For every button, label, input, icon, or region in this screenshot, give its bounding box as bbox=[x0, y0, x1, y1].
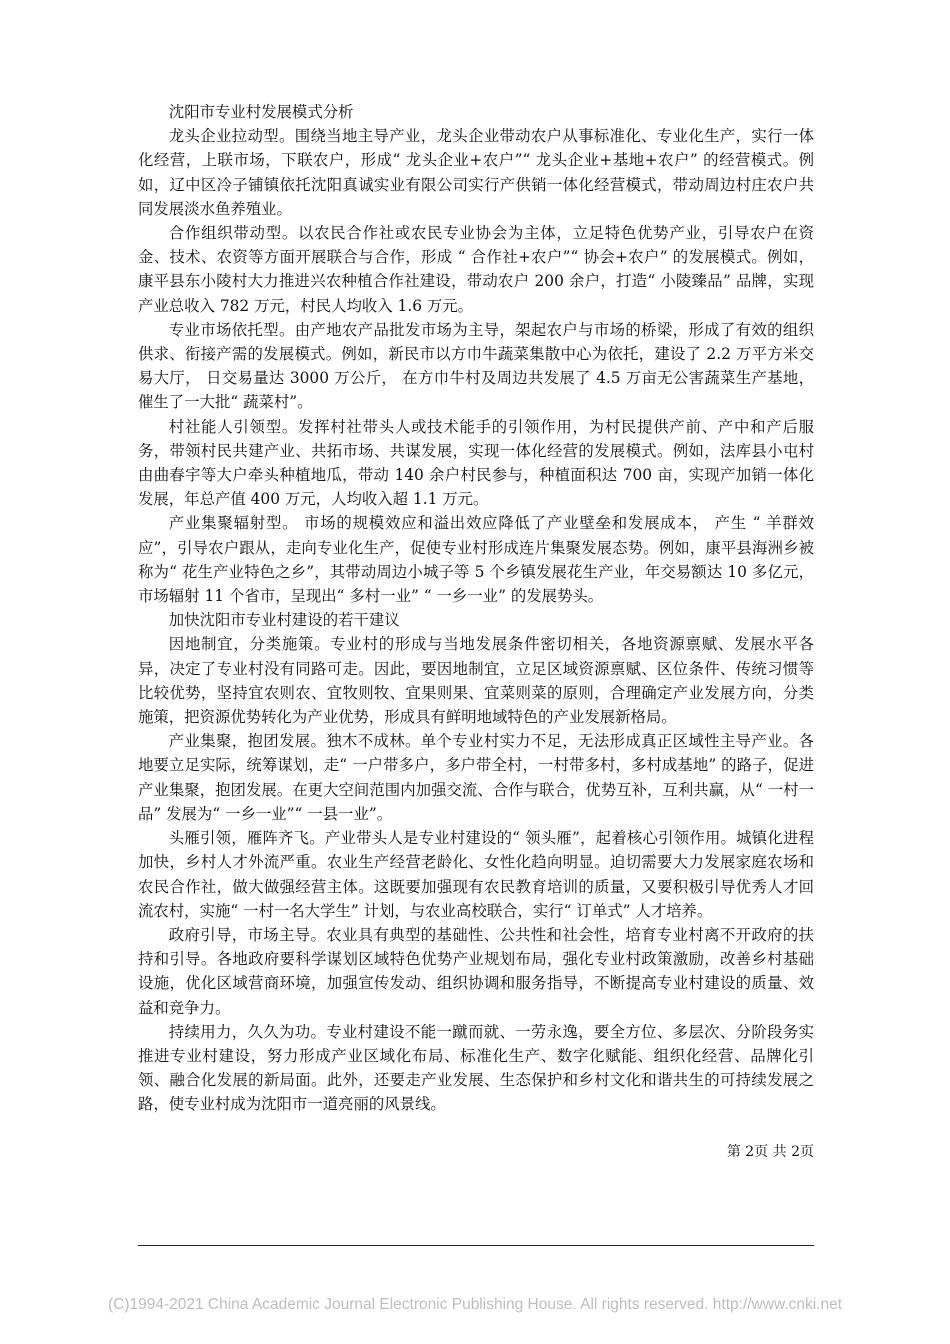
paragraph-government-guidance: 政府引导，市场主导。农业具有典型的基础性、公共性和社会性，培育专业村离不开政府的扶持和引导。各地政府要科学谋划区域特色优势产业规划布局，强化专业村政策激励，改善乡村基础设施，优化区域营商环境，加强宣传发动、组织协调和服务指导，不断提高专业村建设的质量、效益和竞争力。 bbox=[138, 925, 814, 1017]
footer-divider bbox=[138, 1245, 814, 1246]
page-number: 第 2页 共 2页 bbox=[726, 1144, 814, 1160]
paragraph-leader-geese: 头雁引领，雁阵齐飞。产业带头人是专业村建设的“ 领头雁”，起着核心引领作用。城镇化进程加快，乡村人才外流严重。农业生产经营老龄化、女性化趋向明显。迫切需要大力发展家庭农场和农民合作社，做大做强经营主体。这既要加强现有农民教育培训的质量，又要积极引导优秀人才回流农村，实施“ 一村一名大学生” 计划，与农业高校联合，实行“ 订单式” 人才培养。 bbox=[138, 829, 814, 920]
paragraph-industry-aggregation: 产业集聚，抱团发展。独木不成林。单个专业村实力不足，无法形成真正区域性主导产业。各地要立足实际，统筹谋划，走“ 一户带多户，多户带全村，一村带多村，多村成基地” 的路子，促进产业集聚，抱团发展。在更大空间范围内加强交流、合作与联合，优势互补，互利共赢，从“ 一村一品” 发展为“ 一乡一业”“ 一县一业”。 bbox=[138, 732, 814, 823]
paragraph-industry-cluster: 产业集聚辐射型。 市场的规模效应和溢出效应降低了产业壁垒和发展成本， 产生 “ 羊群效应”，引导农户跟从，走向专业化生产，促使专业村形成连片集聚发展态势。例如，康平县海洲乡被称为“ 花生产业特色之乡”，其带动周边小城子等 5 个乡镇发展花生产业，年交易额达 10 多亿元，市场辐射 11 个省市，呈现出“ 多村一业” “ 一乡一业” 的发展势头。 bbox=[138, 514, 814, 606]
paragraph-local-conditions: 因地制宜，分类施策。专业村的形成与当地发展条件密切相关，各地资源禀赋、发展水平各异，决定了专业村没有同路可走。因此，要因地制宜，立足区域资源禀赋、区位条件、传统习惯等比较优势，坚持宜农则农、宜牧则牧、宜果则果、宜菜则菜的原则，合理确定产业发展方向，分类施策，把资源优势转化为产业优势，形成具有鲜明地域特色的产业发展新格局。 bbox=[138, 635, 814, 727]
section-heading-suggestions: 加快沈阳市专业村建设的若干建议 bbox=[168, 611, 400, 630]
paragraph-village-leader: 村社能人引领型。发挥村社带头人或技术能手的引领作用，为村民提供产前、产中和产后服务，带领村民共建产业、共拓市场、共谋发展，实现一体化经营的发展模式。例如，法库县小屯村由曲春宇等大户牵头种植地瓜，带动 140 余户村民参与，种植面积达 700 亩，实现产加销一体化发展，年总产值 400 万元，人均收入超 1.1 万元。 bbox=[138, 417, 814, 509]
paragraph-sustained-effort: 持续用力，久久为功。专业村建设不能一蹴而就、一劳永逸，要全方位、多层次、分阶段务实推进专业村建设，努力形成产业区域化布局、标准化生产、数字化赋能、组织化经营、品牌化引领、融合化发展的新局面。此外，还要走产业发展、生态保护和乡村文化和谐共生的可持续发展之路，使专业村成为沈阳市一道亮丽的风景线。 bbox=[138, 1022, 814, 1114]
section-heading-development-models: 沈阳市专业村发展模式分析 bbox=[168, 103, 354, 121]
paragraph-market-reliance: 专业市场依托型。由产地农产品批发市场为主导，架起农户与市场的桥梁，形成了有效的组织供求、衔接产需的发展模式。例如，新民市以方巾牛蔬菜集散中心为依托，建设了 2.2 万平方米交易大厅， 日交易量达 3000 万公斤， 在方巾牛村及周边共发展了 4.5 万亩无公害蔬菜生产基地，催生了一大批“ 蔬菜村”。 bbox=[138, 320, 814, 412]
paragraph-leading-enterprise: 龙头企业拉动型。围绕当地主导产业，龙头企业带动农户从事标准化、专业化生产，实行一体化经营，上联市场，下联农户，形成“ 龙头企业+农户”“ 龙头企业+基地+农户” 的经营模式。例如，辽中区冷子铺镇依托沈阳真诚实业有限公司实行产供销一体化经营模式，带动周边村庄农户共同发展淡水鱼养殖业。 bbox=[138, 127, 814, 218]
copyright-notice: (C)1994-2021 China Academic Journal Electronic Publishing House. All rights reserved. http://www.cnki.net bbox=[107, 1296, 843, 1313]
article-body bbox=[138, 100, 814, 1117]
paragraph-cooperative: 合作组织带动型。以农民合作社或农民专业协会为主体，立足特色优势产业，引导农户在资金、技术、农资等方面开展联合与合作，形成 “ 合作社+农户”“ 协会+农户” 的发展模式。例如，康平县东小陵村大力推进兴农种植合作社建设，带动农户 200 余户，打造“ 小陵臻品” 品牌，实现产业总收入 782 万元，村民人均收入 1.6 万元。 bbox=[138, 224, 814, 315]
